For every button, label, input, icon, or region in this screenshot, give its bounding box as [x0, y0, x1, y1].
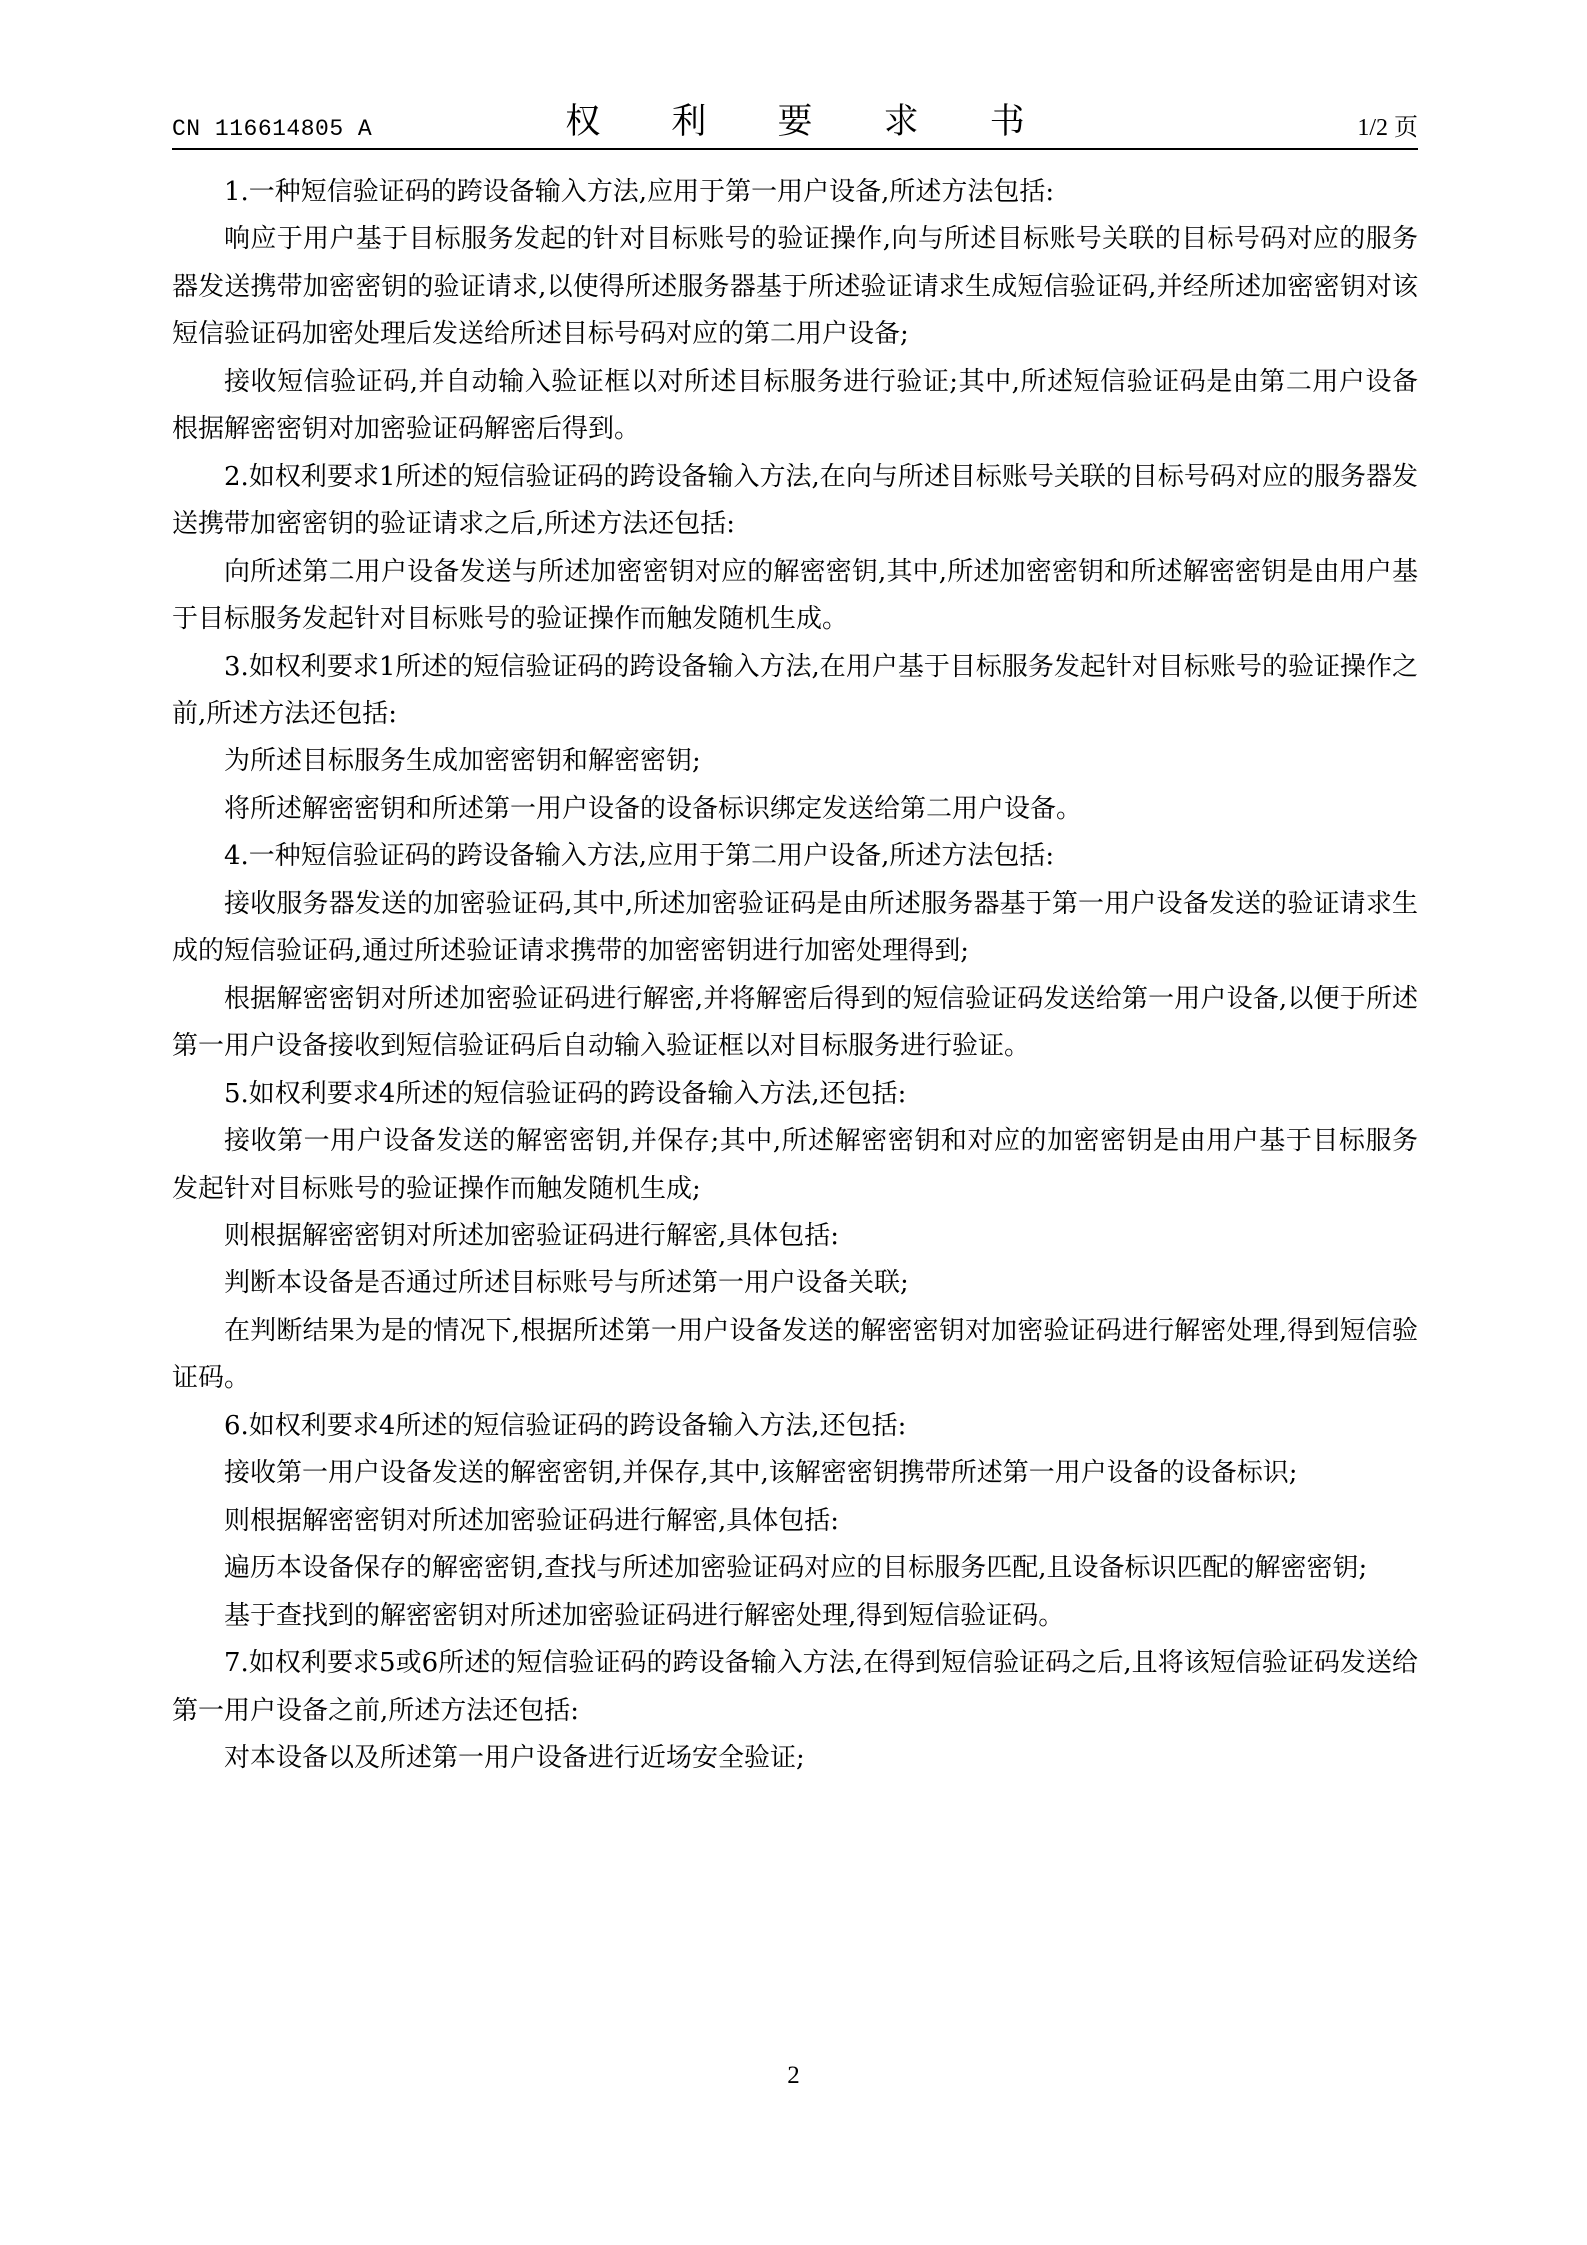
page-indicator: 1/2 页 [1357, 115, 1418, 141]
publication-number: CN 116614805 A [172, 116, 373, 142]
claim-paragraph: 则根据解密密钥对所述加密验证码进行解密,具体包括: [224, 1505, 840, 1536]
claim-paragraph: 接收第一用户设备发送的解密密钥,并保存;其中,所述解密密钥和对应的加密密钥是由用户基于目标服务发起针对目标账号的验证操作而触发随机生成; [172, 1126, 1418, 1204]
claim-paragraph: 将所述解密密钥和所述第一用户设备的设备标识绑定发送给第二用户设备。 [224, 793, 1083, 824]
claim-paragraph: 遍历本设备保存的解密密钥,查找与所述加密验证码对应的目标服务匹配,且设备标识匹配的解密密钥; [224, 1553, 1368, 1584]
header-divider [172, 148, 1418, 150]
claim-paragraph: 接收服务器发送的加密验证码,其中,所述加密验证码是由所述服务器基于第一用户设备发送的验证请求生成的短信验证码,通过所述验证请求携带的加密密钥进行加密处理得到; [172, 888, 1418, 967]
claim-paragraph: 在判断结果为是的情况下,根据所述第一用户设备发送的解密密钥对加密验证码进行解密处理,得到短信验证码。 [172, 1315, 1418, 1394]
claim-paragraph: 7.如权利要求5或6所述的短信验证码的跨设备输入方法,在得到短信验证码之后,且将该短信验证码发送给第一用户设备之前,所述方法还包括: [172, 1648, 1418, 1726]
claim-paragraph: 判断本设备是否通过所述目标账号与所述第一用户设备关联; [224, 1268, 909, 1299]
claim-paragraph: 接收短信验证码,并自动输入验证框以对所述目标服务进行验证;其中,所述短信验证码是由第二用户设备根据解密密钥对加密验证码解密后得到。 [172, 366, 1418, 445]
claim-paragraph: 根据解密密钥对所述加密验证码进行解密,并将解密后得到的短信验证码发送给第一用户设备,以便于所述第一用户设备接收到短信验证码后自动输入验证框以对目标服务进行验证。 [172, 983, 1418, 1062]
claim-paragraph: 基于查找到的解密密钥对所述加密验证码进行解密处理,得到短信验证码。 [224, 1600, 1065, 1631]
claim-paragraph: 2.如权利要求1所述的短信验证码的跨设备输入方法,在向与所述目标账号关联的目标号码对应的服务器发送携带加密密钥的验证请求之后,所述方法还包括: [172, 461, 1418, 540]
claim-paragraph: 向所述第二用户设备发送与所述加密密钥对应的解密密钥,其中,所述加密密钥和所述解密密钥是由用户基于目标服务发起针对目标账号的验证操作而触发随机生成。 [172, 556, 1418, 635]
claim-paragraph: 3.如权利要求1所述的短信验证码的跨设备输入方法,在用户基于目标服务发起针对目标账号的验证操作之前,所述方法还包括: [172, 651, 1418, 729]
claim-paragraph: 4.一种短信验证码的跨设备输入方法,应用于第二用户设备,所述方法包括: [224, 841, 1055, 872]
claim-paragraph: 为所述目标服务生成加密密钥和解密密钥; [224, 746, 701, 777]
claim-paragraph: 响应于用户基于目标服务发起的针对目标账号的验证操作,向与所述目标账号关联的目标号码对应的服务器发送携带加密密钥的验证请求,以使得所述服务器基于所述验证请求生成短信验证码,并经所述加密密钥对该短信验证码加密处理后发送给所述目标号码对应的第二用户设备; [172, 224, 1418, 350]
page-header [172, 100, 1418, 150]
claim-paragraph: 6.如权利要求4所述的短信验证码的跨设备输入方法,还包括: [224, 1410, 907, 1441]
claim-paragraph: 1.一种短信验证码的跨设备输入方法,应用于第一用户设备,所述方法包括: [224, 177, 1055, 207]
claim-paragraph: 对本设备以及所述第一用户设备进行近场安全验证; [224, 1742, 805, 1773]
claim-paragraph: 接收第一用户设备发送的解密密钥,并保存,其中,该解密密钥携带所述第一用户设备的设备标识; [224, 1458, 1298, 1489]
claim-paragraph: 则根据解密密钥对所述加密验证码进行解密,具体包括: [224, 1220, 840, 1251]
document-title: 权 利 要 求 书 [565, 102, 1055, 142]
page-number: 2 [787, 2062, 800, 2089]
claims-body [172, 169, 1418, 1782]
claim-paragraph: 5.如权利要求4所述的短信验证码的跨设备输入方法,还包括: [224, 1078, 907, 1109]
